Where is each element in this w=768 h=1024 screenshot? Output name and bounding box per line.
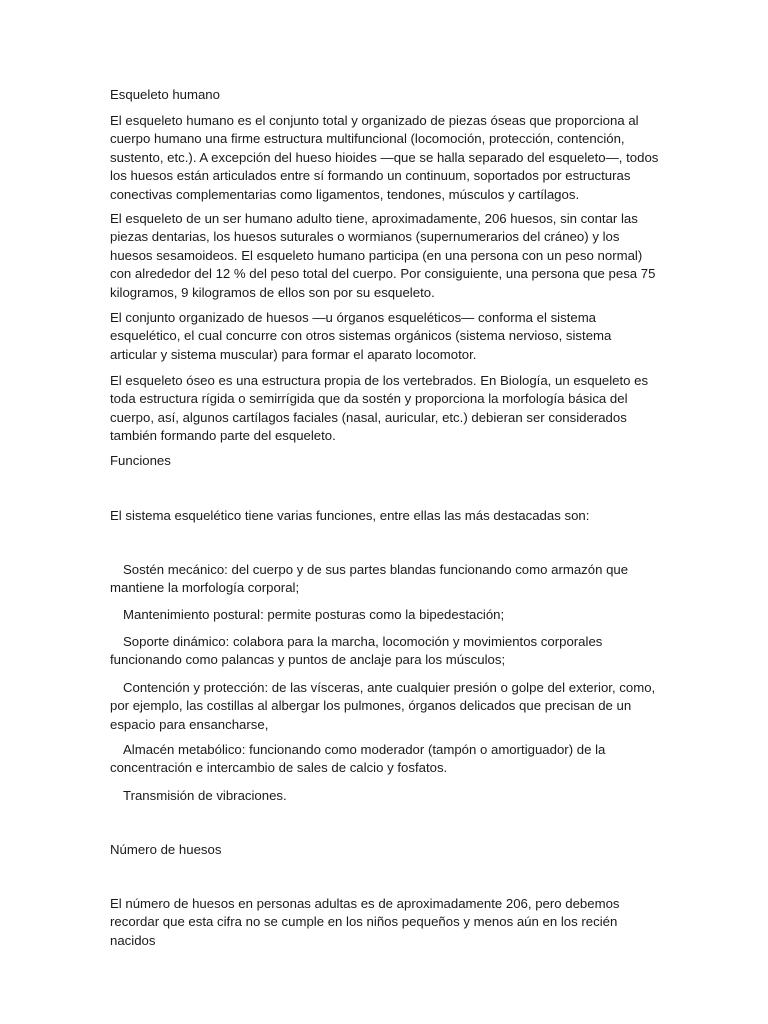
intro-paragraph-4: El esqueleto óseo es una estructura propia de los vertebrados. En Biología, un esqueleto es toda estructura rígida o semirrígida que da sostén y proporciona la morfología básica del cuerpo, así, algunos cartílagos faciales (nasal, auricular, etc.) debieran ser considerados también formando parte del esqueleto. [110,373,649,444]
function-item-text: Contención y protección: de las vísceras, ante cualquier presión o golpe del exterior, como, por ejemplo, las costillas al albergar los pulmones, órganos delicados que precisan de un espacio para ensancharse, [110,680,656,732]
intro-paragraph-3: El conjunto organizado de huesos —u órganos esqueléticos— conforma el sistema esquelético, el cual concurre con otros sistemas orgánicos (sistema nervioso, sistema articular y sistema muscular) para formar el aparato locomotor. [110,310,612,362]
bones-heading: Número de huesos [110,842,222,857]
function-item [110,633,660,670]
document-page [110,0,660,1024]
function-item-text: Soporte dinámico: colabora para la marcha, locomoción y movimientos corporales funcionando como palancas y puntos de anclaje para los músculos; [110,634,603,668]
intro-paragraph-1: El esqueleto humano es el conjunto total y organizado de piezas óseas que proporciona al cuerpo humano una firme estructura multifuncional (locomoción, protección, contención, sustento, etc.). A excepción del hueso hioides —que se halla separado del esqueleto—, todos los huesos están articulados entre sí formando un continuum, soportados por estructuras conectivas complementarias como ligamentos, tendones, músculos y cartílagos. [110,113,659,202]
function-item [110,561,660,598]
bones-paragraph: El número de huesos en personas adultas es de aproximadamente 206, pero debemos recordar que esta cifra no se cumple en los niños pequeños y menos aún en los recién nacidos [110,896,620,948]
functions-intro: El sistema esquelético tiene varias funciones, entre ellas las más destacadas son: [110,508,590,523]
function-item [110,679,660,734]
document-title: Esqueleto humano [110,87,220,102]
intro-paragraph-2: El esqueleto de un ser humano adulto tiene, aproximadamente, 206 huesos, sin contar las piezas dentarias, los huesos suturales o wormianos (supernumerarios del cráneo) y los huesos sesamoideos. El esqueleto humano participa (en una persona con un peso normal) con alrededor del 12 % del peso total del cuerpo. Por consiguiente, una persona que pesa 75 kilogramos, 9 kilogramos de ellos son por su esqueleto. [110,211,656,300]
function-item-text: Transmisión de vibraciones. [123,788,287,803]
function-item [110,787,660,805]
function-item-text: Almacén metabólico: funcionando como moderador (tampón o amortiguador) de la concentración e intercambio de sales de calcio y fosfatos. [110,742,606,776]
function-item-text: Mantenimiento postural: permite posturas como la bipedestación; [123,607,505,622]
function-item-text: Sostén mecánico: del cuerpo y de sus partes blandas funcionando como armazón que mantiene la morfología corporal; [110,562,629,596]
function-item [110,741,660,778]
function-item [110,606,660,624]
functions-heading: Funciones [110,453,171,468]
